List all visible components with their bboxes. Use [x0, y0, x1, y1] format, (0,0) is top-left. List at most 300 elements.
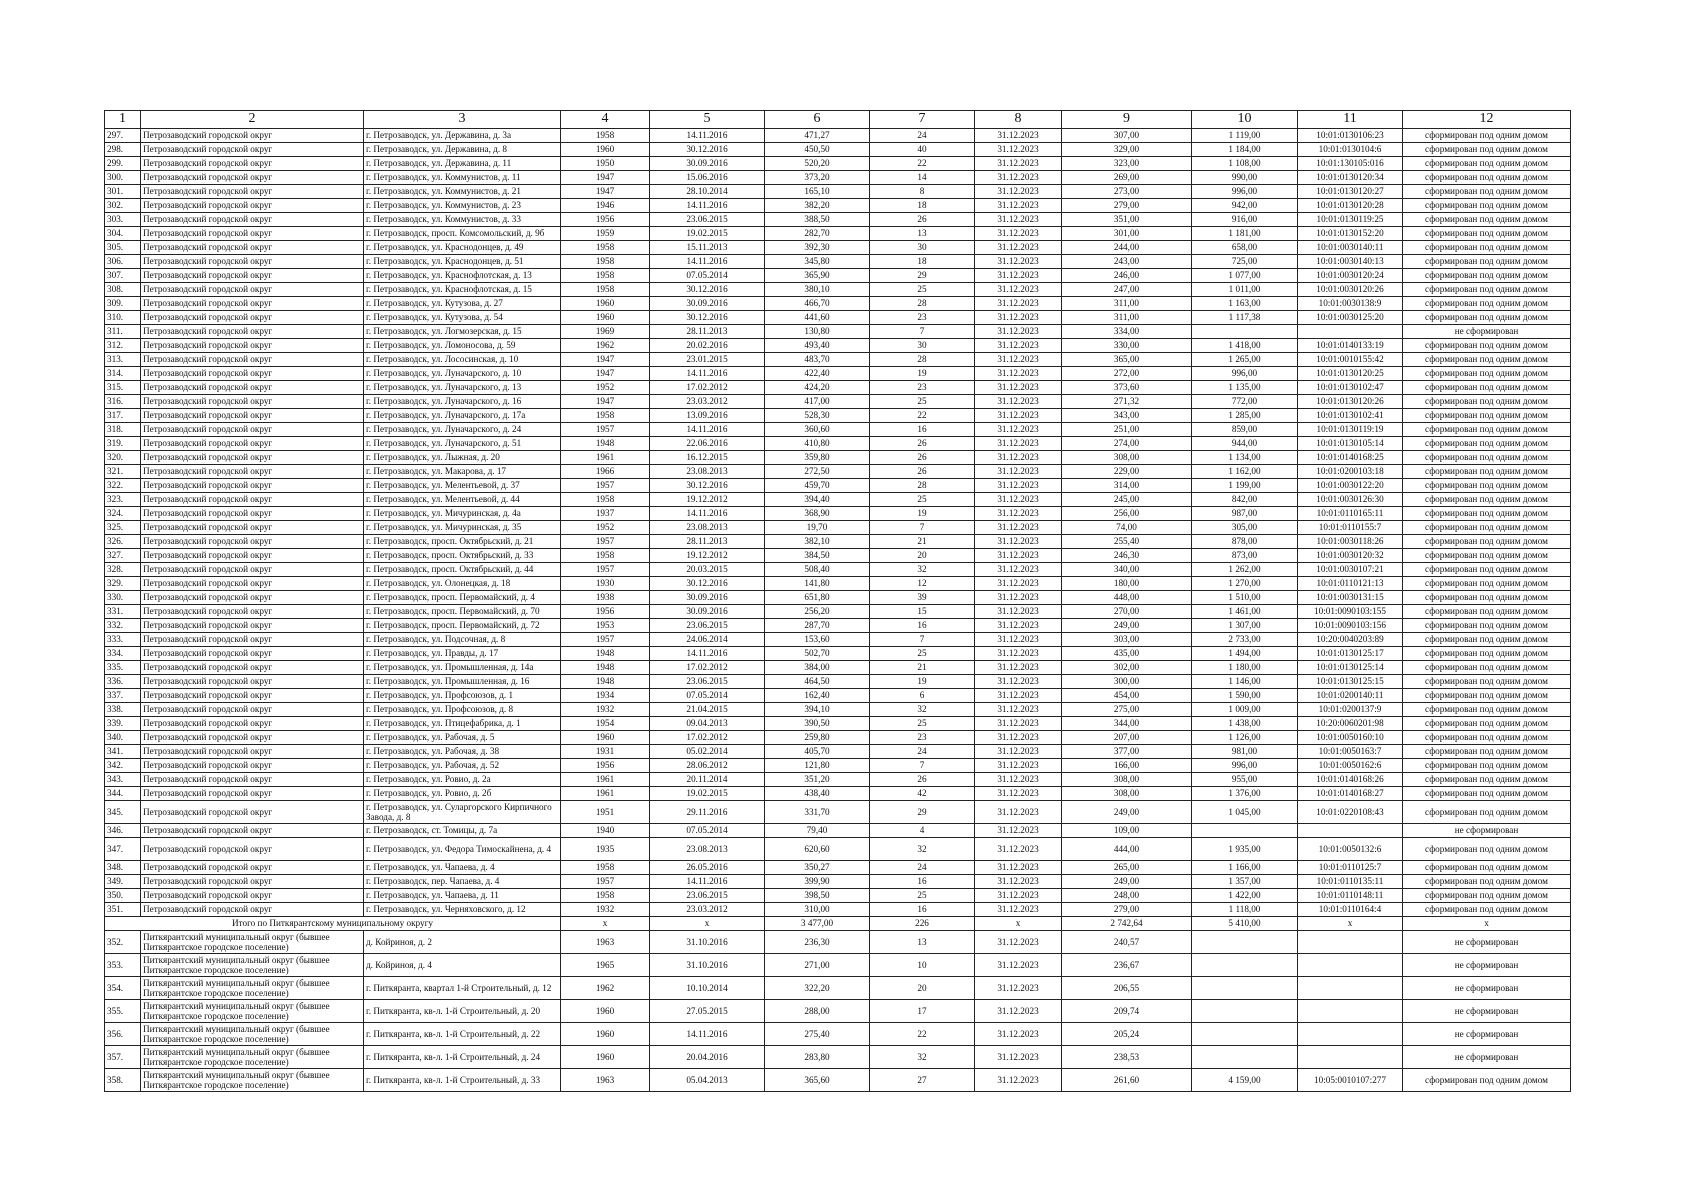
- deadline-cell: 31.12.2023: [975, 199, 1062, 213]
- row-number-cell: 309.: [105, 297, 141, 311]
- row-number-cell: 336.: [105, 675, 141, 689]
- municipality-cell: Петрозаводский городской округ: [141, 241, 364, 255]
- area-cell: 508,40: [765, 563, 870, 577]
- address-cell: г. Петрозаводск, ст. Томицы, д. 7а: [364, 824, 561, 838]
- row-number-cell: 311.: [105, 325, 141, 339]
- table-row: [105, 633, 1571, 647]
- municipality-cell: Петрозаводский городской округ: [141, 535, 364, 549]
- land-status-cell: сформирован под одним домом: [1403, 409, 1571, 423]
- table-row: [105, 605, 1571, 619]
- residents-cell: 7: [870, 325, 975, 339]
- deadline-cell: 31.12.2023: [975, 311, 1062, 325]
- table-row: [105, 1069, 1571, 1092]
- area-cell: 368,90: [765, 507, 870, 521]
- date-cell: 30.12.2016: [650, 283, 765, 297]
- deadline-cell: 31.12.2023: [975, 535, 1062, 549]
- year-built-cell: 1938: [561, 591, 650, 605]
- land-status-cell: сформирован под одним домом: [1403, 283, 1571, 297]
- land-status-cell: сформирован под одним домом: [1403, 423, 1571, 437]
- municipality-cell: Петрозаводский городской округ: [141, 861, 364, 875]
- year-built-cell: 1946: [561, 199, 650, 213]
- deadline-cell: 31.12.2023: [975, 465, 1062, 479]
- cost-cell: 243,00: [1062, 255, 1192, 269]
- date-cell: 16.12.2015: [650, 451, 765, 465]
- deadline-cell: 31.12.2023: [975, 395, 1062, 409]
- date-cell: 29.11.2016: [650, 801, 765, 824]
- deadline-cell: 31.12.2023: [975, 339, 1062, 353]
- row-number-cell: 324.: [105, 507, 141, 521]
- address-cell: г. Петрозаводск, ул. Мелентьевой, д. 37: [364, 479, 561, 493]
- cadastral-number-cell: 10:01:0200103:18: [1298, 465, 1403, 479]
- year-built-cell: 1957: [561, 875, 650, 889]
- deadline-cell: 31.12.2023: [975, 661, 1062, 675]
- total-cell: х: [1298, 917, 1403, 931]
- land-area-cell: 955,00: [1192, 773, 1298, 787]
- year-built-cell: 1947: [561, 367, 650, 381]
- cost-cell: 301,00: [1062, 227, 1192, 241]
- municipality-cell: Петрозаводский городской округ: [141, 661, 364, 675]
- year-built-cell: 1930: [561, 577, 650, 591]
- cost-cell: 444,00: [1062, 838, 1192, 861]
- residents-cell: 24: [870, 129, 975, 143]
- municipality-cell: Петрозаводский городской округ: [141, 689, 364, 703]
- residents-cell: 25: [870, 647, 975, 661]
- cost-cell: 205,24: [1062, 1023, 1192, 1046]
- area-cell: 399,90: [765, 875, 870, 889]
- table-row: [105, 1023, 1571, 1046]
- row-number-cell: 341.: [105, 745, 141, 759]
- row-number-cell: 348.: [105, 861, 141, 875]
- date-cell: 28.11.2013: [650, 325, 765, 339]
- deadline-cell: 31.12.2023: [975, 423, 1062, 437]
- address-cell: г. Петрозаводск, ул. Подсочная, д. 8: [364, 633, 561, 647]
- date-cell: 23.08.2013: [650, 465, 765, 479]
- cost-cell: 340,00: [1062, 563, 1192, 577]
- land-status-cell: сформирован под одним домом: [1403, 875, 1571, 889]
- area-cell: 398,50: [765, 889, 870, 903]
- date-cell: 17.02.2012: [650, 731, 765, 745]
- address-cell: г. Петрозаводск, ул. Федора Тимоскайнена, д. 4: [364, 838, 561, 861]
- area-cell: 493,40: [765, 339, 870, 353]
- table-row: [105, 353, 1571, 367]
- cost-cell: 435,00: [1062, 647, 1192, 661]
- year-built-cell: 1957: [561, 563, 650, 577]
- date-cell: 07.05.2014: [650, 824, 765, 838]
- address-cell: г. Петрозаводск, ул. Луначарского, д. 24: [364, 423, 561, 437]
- year-built-cell: 1958: [561, 255, 650, 269]
- cadastral-number-cell: 10:01:0130120:26: [1298, 395, 1403, 409]
- cadastral-number-cell: [1298, 1000, 1403, 1023]
- municipality-cell: Петрозаводский городской округ: [141, 889, 364, 903]
- land-status-cell: сформирован под одним домом: [1403, 903, 1571, 917]
- table-row: [105, 954, 1571, 977]
- row-number-cell: 323.: [105, 493, 141, 507]
- land-status-cell: сформирован под одним домом: [1403, 129, 1571, 143]
- area-cell: 459,70: [765, 479, 870, 493]
- cost-cell: 351,00: [1062, 213, 1192, 227]
- address-cell: г. Петрозаводск, ул. Краснофлотская, д. 13: [364, 269, 561, 283]
- area-cell: 165,10: [765, 185, 870, 199]
- municipality-cell: Петрозаводский городской округ: [141, 591, 364, 605]
- cost-cell: 365,00: [1062, 353, 1192, 367]
- deadline-cell: 31.12.2023: [975, 283, 1062, 297]
- cadastral-number-cell: 10:01:0110121:13: [1298, 577, 1403, 591]
- land-status-cell: сформирован под одним домом: [1403, 535, 1571, 549]
- area-cell: 422,40: [765, 367, 870, 381]
- date-cell: 20.03.2015: [650, 563, 765, 577]
- deadline-cell: 31.12.2023: [975, 605, 1062, 619]
- year-built-cell: 1948: [561, 647, 650, 661]
- row-number-cell: 338.: [105, 703, 141, 717]
- address-cell: г. Питкяранта, кв-л. 1-й Строительный, д. 22: [364, 1023, 561, 1046]
- address-cell: г. Петрозаводск, ул. Ровио, д. 2б: [364, 787, 561, 801]
- deadline-cell: 31.12.2023: [975, 1069, 1062, 1092]
- row-number-cell: 353.: [105, 954, 141, 977]
- address-cell: г. Петрозаводск, ул. Чапаева, д. 11: [364, 889, 561, 903]
- residents-cell: 25: [870, 493, 975, 507]
- cadastral-number-cell: 10:01:0130120:25: [1298, 367, 1403, 381]
- land-area-cell: [1192, 325, 1298, 339]
- area-cell: 520,20: [765, 157, 870, 171]
- residents-cell: 16: [870, 903, 975, 917]
- year-built-cell: 1958: [561, 889, 650, 903]
- land-area-cell: 1 009,00: [1192, 703, 1298, 717]
- address-cell: г. Петрозаводск, просп. Первомайский, д. 70: [364, 605, 561, 619]
- address-cell: г. Петрозаводск, ул. Правды, д. 17: [364, 647, 561, 661]
- year-built-cell: 1957: [561, 535, 650, 549]
- table-row: [105, 647, 1571, 661]
- cadastral-number-cell: 10:01:0110135:11: [1298, 875, 1403, 889]
- cadastral-number-cell: [1298, 977, 1403, 1000]
- land-area-cell: 878,00: [1192, 535, 1298, 549]
- land-area-cell: 990,00: [1192, 171, 1298, 185]
- table-row: [105, 507, 1571, 521]
- cost-cell: 269,00: [1062, 171, 1192, 185]
- year-built-cell: 1958: [561, 269, 650, 283]
- date-cell: 23.06.2015: [650, 889, 765, 903]
- cadastral-number-cell: 10:05:0010107:277: [1298, 1069, 1403, 1092]
- address-cell: г. Петрозаводск, просп. Октябрьский, д. 33: [364, 549, 561, 563]
- residents-cell: 26: [870, 437, 975, 451]
- cadastral-number-cell: [1298, 824, 1403, 838]
- year-built-cell: 1934: [561, 689, 650, 703]
- area-cell: 310,00: [765, 903, 870, 917]
- deadline-cell: 31.12.2023: [975, 563, 1062, 577]
- cost-cell: 272,00: [1062, 367, 1192, 381]
- municipality-cell: Петрозаводский городской округ: [141, 395, 364, 409]
- row-number-cell: 340.: [105, 731, 141, 745]
- land-area-cell: 1 108,00: [1192, 157, 1298, 171]
- area-cell: 384,00: [765, 661, 870, 675]
- table-row: [105, 731, 1571, 745]
- date-cell: 19.02.2015: [650, 227, 765, 241]
- cost-cell: 166,00: [1062, 759, 1192, 773]
- row-number-cell: 328.: [105, 563, 141, 577]
- deadline-cell: 31.12.2023: [975, 227, 1062, 241]
- year-built-cell: 1956: [561, 213, 650, 227]
- cadastral-number-cell: 10:01:0030140:13: [1298, 255, 1403, 269]
- date-cell: 17.02.2012: [650, 381, 765, 395]
- municipality-cell: Петрозаводский городской округ: [141, 717, 364, 731]
- row-number-cell: 335.: [105, 661, 141, 675]
- address-cell: г. Питкяранта, кв-л. 1-й Строительный, д. 20: [364, 1000, 561, 1023]
- municipality-cell: Петрозаводский городской округ: [141, 633, 364, 647]
- land-area-cell: 1 166,00: [1192, 861, 1298, 875]
- residents-cell: 18: [870, 199, 975, 213]
- land-status-cell: сформирован под одним домом: [1403, 297, 1571, 311]
- table-row: [105, 297, 1571, 311]
- land-status-cell: сформирован под одним домом: [1403, 689, 1571, 703]
- address-cell: г. Петрозаводск, ул. Рабочая, д. 52: [364, 759, 561, 773]
- land-area-cell: 1 117,38: [1192, 311, 1298, 325]
- municipality-cell: Петрозаводский городской округ: [141, 773, 364, 787]
- deadline-cell: 31.12.2023: [975, 437, 1062, 451]
- area-cell: 236,30: [765, 931, 870, 954]
- land-status-cell: сформирован под одним домом: [1403, 171, 1571, 185]
- area-cell: 272,50: [765, 465, 870, 479]
- area-cell: 288,00: [765, 1000, 870, 1023]
- land-status-cell: сформирован под одним домом: [1403, 381, 1571, 395]
- residents-cell: 28: [870, 353, 975, 367]
- date-cell: 23.08.2013: [650, 838, 765, 861]
- year-built-cell: 1952: [561, 521, 650, 535]
- registry-table: [104, 110, 1571, 1092]
- total-label: Итого по Питкярантскому муниципальному округу: [105, 917, 561, 931]
- residents-cell: 32: [870, 838, 975, 861]
- table-row: [105, 591, 1571, 605]
- year-built-cell: 1947: [561, 171, 650, 185]
- cadastral-number-cell: 10:01:0090103:155: [1298, 605, 1403, 619]
- cost-cell: 249,00: [1062, 619, 1192, 633]
- table-row: [105, 367, 1571, 381]
- date-cell: 23.06.2015: [650, 213, 765, 227]
- area-cell: 275,40: [765, 1023, 870, 1046]
- table-row: [105, 227, 1571, 241]
- deadline-cell: 31.12.2023: [975, 521, 1062, 535]
- residents-cell: 26: [870, 465, 975, 479]
- year-built-cell: 1940: [561, 824, 650, 838]
- land-area-cell: 1 118,00: [1192, 903, 1298, 917]
- date-cell: 05.04.2013: [650, 1069, 765, 1092]
- residents-cell: 19: [870, 675, 975, 689]
- land-area-cell: 4 159,00: [1192, 1069, 1298, 1092]
- year-built-cell: 1962: [561, 977, 650, 1000]
- table-row: [105, 521, 1571, 535]
- residents-cell: 40: [870, 143, 975, 157]
- land-area-cell: 1 376,00: [1192, 787, 1298, 801]
- municipality-cell: Питкярантский муниципальный округ (бывшее Питкярантское городское поселение): [141, 1046, 364, 1069]
- area-cell: 380,10: [765, 283, 870, 297]
- cost-cell: 311,00: [1062, 311, 1192, 325]
- cadastral-number-cell: 10:01:0050163:7: [1298, 745, 1403, 759]
- cadastral-number-cell: 10:01:0130105:14: [1298, 437, 1403, 451]
- row-number-cell: 352.: [105, 931, 141, 954]
- cost-cell: 270,00: [1062, 605, 1192, 619]
- row-number-cell: 339.: [105, 717, 141, 731]
- date-cell: 09.04.2013: [650, 717, 765, 731]
- date-cell: 14.11.2016: [650, 647, 765, 661]
- cadastral-number-cell: 10:01:0200140:11: [1298, 689, 1403, 703]
- address-cell: г. Петрозаводск, ул. Луначарского, д. 16: [364, 395, 561, 409]
- row-number-cell: 331.: [105, 605, 141, 619]
- residents-cell: 19: [870, 367, 975, 381]
- municipality-cell: Питкярантский муниципальный округ (бывшее Питкярантское городское поселение): [141, 977, 364, 1000]
- cadastral-number-cell: 10:01:0130125:15: [1298, 675, 1403, 689]
- column-number-8: 8: [975, 111, 1062, 129]
- land-status-cell: сформирован под одним домом: [1403, 157, 1571, 171]
- table-row: [105, 577, 1571, 591]
- land-area-cell: 1 134,00: [1192, 451, 1298, 465]
- deadline-cell: 31.12.2023: [975, 801, 1062, 824]
- land-area-cell: 1 181,00: [1192, 227, 1298, 241]
- area-cell: 121,80: [765, 759, 870, 773]
- area-cell: 388,50: [765, 213, 870, 227]
- municipality-cell: Петрозаводский городской округ: [141, 157, 364, 171]
- residents-cell: 16: [870, 423, 975, 437]
- land-area-cell: 1 262,00: [1192, 563, 1298, 577]
- deadline-cell: 31.12.2023: [975, 171, 1062, 185]
- cost-cell: 229,00: [1062, 465, 1192, 479]
- area-cell: 271,00: [765, 954, 870, 977]
- land-area-cell: 658,00: [1192, 241, 1298, 255]
- table-row: [105, 381, 1571, 395]
- municipality-cell: Петрозаводский городской округ: [141, 759, 364, 773]
- table-row: [105, 493, 1571, 507]
- deadline-cell: 31.12.2023: [975, 773, 1062, 787]
- cadastral-number-cell: 10:01:0010155:42: [1298, 353, 1403, 367]
- date-cell: 23.03.2012: [650, 903, 765, 917]
- column-number-10: 10: [1192, 111, 1298, 129]
- address-cell: д. Койриноя, д. 4: [364, 954, 561, 977]
- municipality-cell: Петрозаводский городской округ: [141, 423, 364, 437]
- municipality-cell: Петрозаводский городской округ: [141, 297, 364, 311]
- row-number-cell: 299.: [105, 157, 141, 171]
- date-cell: 30.12.2016: [650, 577, 765, 591]
- cadastral-number-cell: 10:01:0130125:14: [1298, 661, 1403, 675]
- deadline-cell: 31.12.2023: [975, 647, 1062, 661]
- date-cell: 10.10.2014: [650, 977, 765, 1000]
- deadline-cell: 31.12.2023: [975, 507, 1062, 521]
- row-number-cell: 300.: [105, 171, 141, 185]
- cadastral-number-cell: 10:01:0030125:20: [1298, 311, 1403, 325]
- land-area-cell: 1 135,00: [1192, 381, 1298, 395]
- cadastral-number-cell: 10:01:0200137:9: [1298, 703, 1403, 717]
- land-status-cell: сформирован под одним домом: [1403, 773, 1571, 787]
- address-cell: г. Петрозаводск, ул. Краснодонцев, д. 51: [364, 255, 561, 269]
- land-area-cell: 859,00: [1192, 423, 1298, 437]
- residents-cell: 12: [870, 577, 975, 591]
- cadastral-number-cell: [1298, 954, 1403, 977]
- date-cell: 14.11.2016: [650, 255, 765, 269]
- cost-cell: 279,00: [1062, 903, 1192, 917]
- deadline-cell: 31.12.2023: [975, 875, 1062, 889]
- cadastral-number-cell: [1298, 325, 1403, 339]
- date-cell: 23.06.2015: [650, 619, 765, 633]
- table-row: [105, 759, 1571, 773]
- residents-cell: 20: [870, 977, 975, 1000]
- cadastral-number-cell: 10:01:0130120:28: [1298, 199, 1403, 213]
- area-cell: 528,30: [765, 409, 870, 423]
- cadastral-number-cell: 10:01:0130120:27: [1298, 185, 1403, 199]
- table-row: [105, 703, 1571, 717]
- area-cell: 141,80: [765, 577, 870, 591]
- land-area-cell: 1 146,00: [1192, 675, 1298, 689]
- area-cell: 384,50: [765, 549, 870, 563]
- municipality-cell: Петрозаводский городской округ: [141, 339, 364, 353]
- municipality-cell: Питкярантский муниципальный округ (бывшее Питкярантское городское поселение): [141, 1069, 364, 1092]
- area-cell: 410,80: [765, 437, 870, 451]
- residents-cell: 26: [870, 451, 975, 465]
- land-area-cell: 772,00: [1192, 395, 1298, 409]
- table-row: [105, 903, 1571, 917]
- row-number-cell: 317.: [105, 409, 141, 423]
- cost-cell: 74,00: [1062, 521, 1192, 535]
- residents-cell: 23: [870, 731, 975, 745]
- address-cell: г. Петрозаводск, ул. Суларгорского Кирпичного Завода, д. 8: [364, 801, 561, 824]
- total-cell: 2 742,64: [1062, 917, 1192, 931]
- year-built-cell: 1947: [561, 353, 650, 367]
- residents-cell: 26: [870, 213, 975, 227]
- residents-cell: 19: [870, 507, 975, 521]
- deadline-cell: 31.12.2023: [975, 1046, 1062, 1069]
- row-number-cell: 312.: [105, 339, 141, 353]
- year-built-cell: 1958: [561, 861, 650, 875]
- deadline-cell: 31.12.2023: [975, 787, 1062, 801]
- cadastral-number-cell: 10:01:0130120:34: [1298, 171, 1403, 185]
- municipality-cell: Петрозаводский городской округ: [141, 311, 364, 325]
- municipality-cell: Петрозаводский городской округ: [141, 283, 364, 297]
- residents-cell: 13: [870, 227, 975, 241]
- date-cell: 21.04.2015: [650, 703, 765, 717]
- address-cell: г. Петрозаводск, ул. Промышленная, д. 14а: [364, 661, 561, 675]
- land-status-cell: сформирован под одним домом: [1403, 577, 1571, 591]
- cost-cell: 255,40: [1062, 535, 1192, 549]
- land-area-cell: 996,00: [1192, 759, 1298, 773]
- cost-cell: 265,00: [1062, 861, 1192, 875]
- residents-cell: 32: [870, 563, 975, 577]
- deadline-cell: 31.12.2023: [975, 675, 1062, 689]
- area-cell: 620,60: [765, 838, 870, 861]
- row-number-cell: 319.: [105, 437, 141, 451]
- area-cell: 322,20: [765, 977, 870, 1000]
- year-built-cell: 1957: [561, 423, 650, 437]
- municipality-cell: Петрозаводский городской округ: [141, 213, 364, 227]
- cost-cell: 206,55: [1062, 977, 1192, 1000]
- area-cell: 390,50: [765, 717, 870, 731]
- land-status-cell: сформирован под одним домом: [1403, 647, 1571, 661]
- municipality-cell: Петрозаводский городской округ: [141, 787, 364, 801]
- date-cell: 30.12.2016: [650, 479, 765, 493]
- deadline-cell: 31.12.2023: [975, 255, 1062, 269]
- area-cell: 417,00: [765, 395, 870, 409]
- year-built-cell: 1935: [561, 838, 650, 861]
- municipality-cell: Петрозаводский городской округ: [141, 731, 364, 745]
- row-number-cell: 337.: [105, 689, 141, 703]
- cost-cell: 344,00: [1062, 717, 1192, 731]
- cadastral-number-cell: 10:20:0040203:89: [1298, 633, 1403, 647]
- municipality-cell: Петрозаводский городской округ: [141, 875, 364, 889]
- row-number-cell: 313.: [105, 353, 141, 367]
- cost-cell: 300,00: [1062, 675, 1192, 689]
- land-area-cell: [1192, 954, 1298, 977]
- deadline-cell: 31.12.2023: [975, 931, 1062, 954]
- land-status-cell: не сформирован: [1403, 824, 1571, 838]
- cost-cell: 274,00: [1062, 437, 1192, 451]
- land-area-cell: [1192, 931, 1298, 954]
- land-status-cell: сформирован под одним домом: [1403, 367, 1571, 381]
- municipality-cell: Петрозаводский городской округ: [141, 577, 364, 591]
- land-status-cell: сформирован под одним домом: [1403, 838, 1571, 861]
